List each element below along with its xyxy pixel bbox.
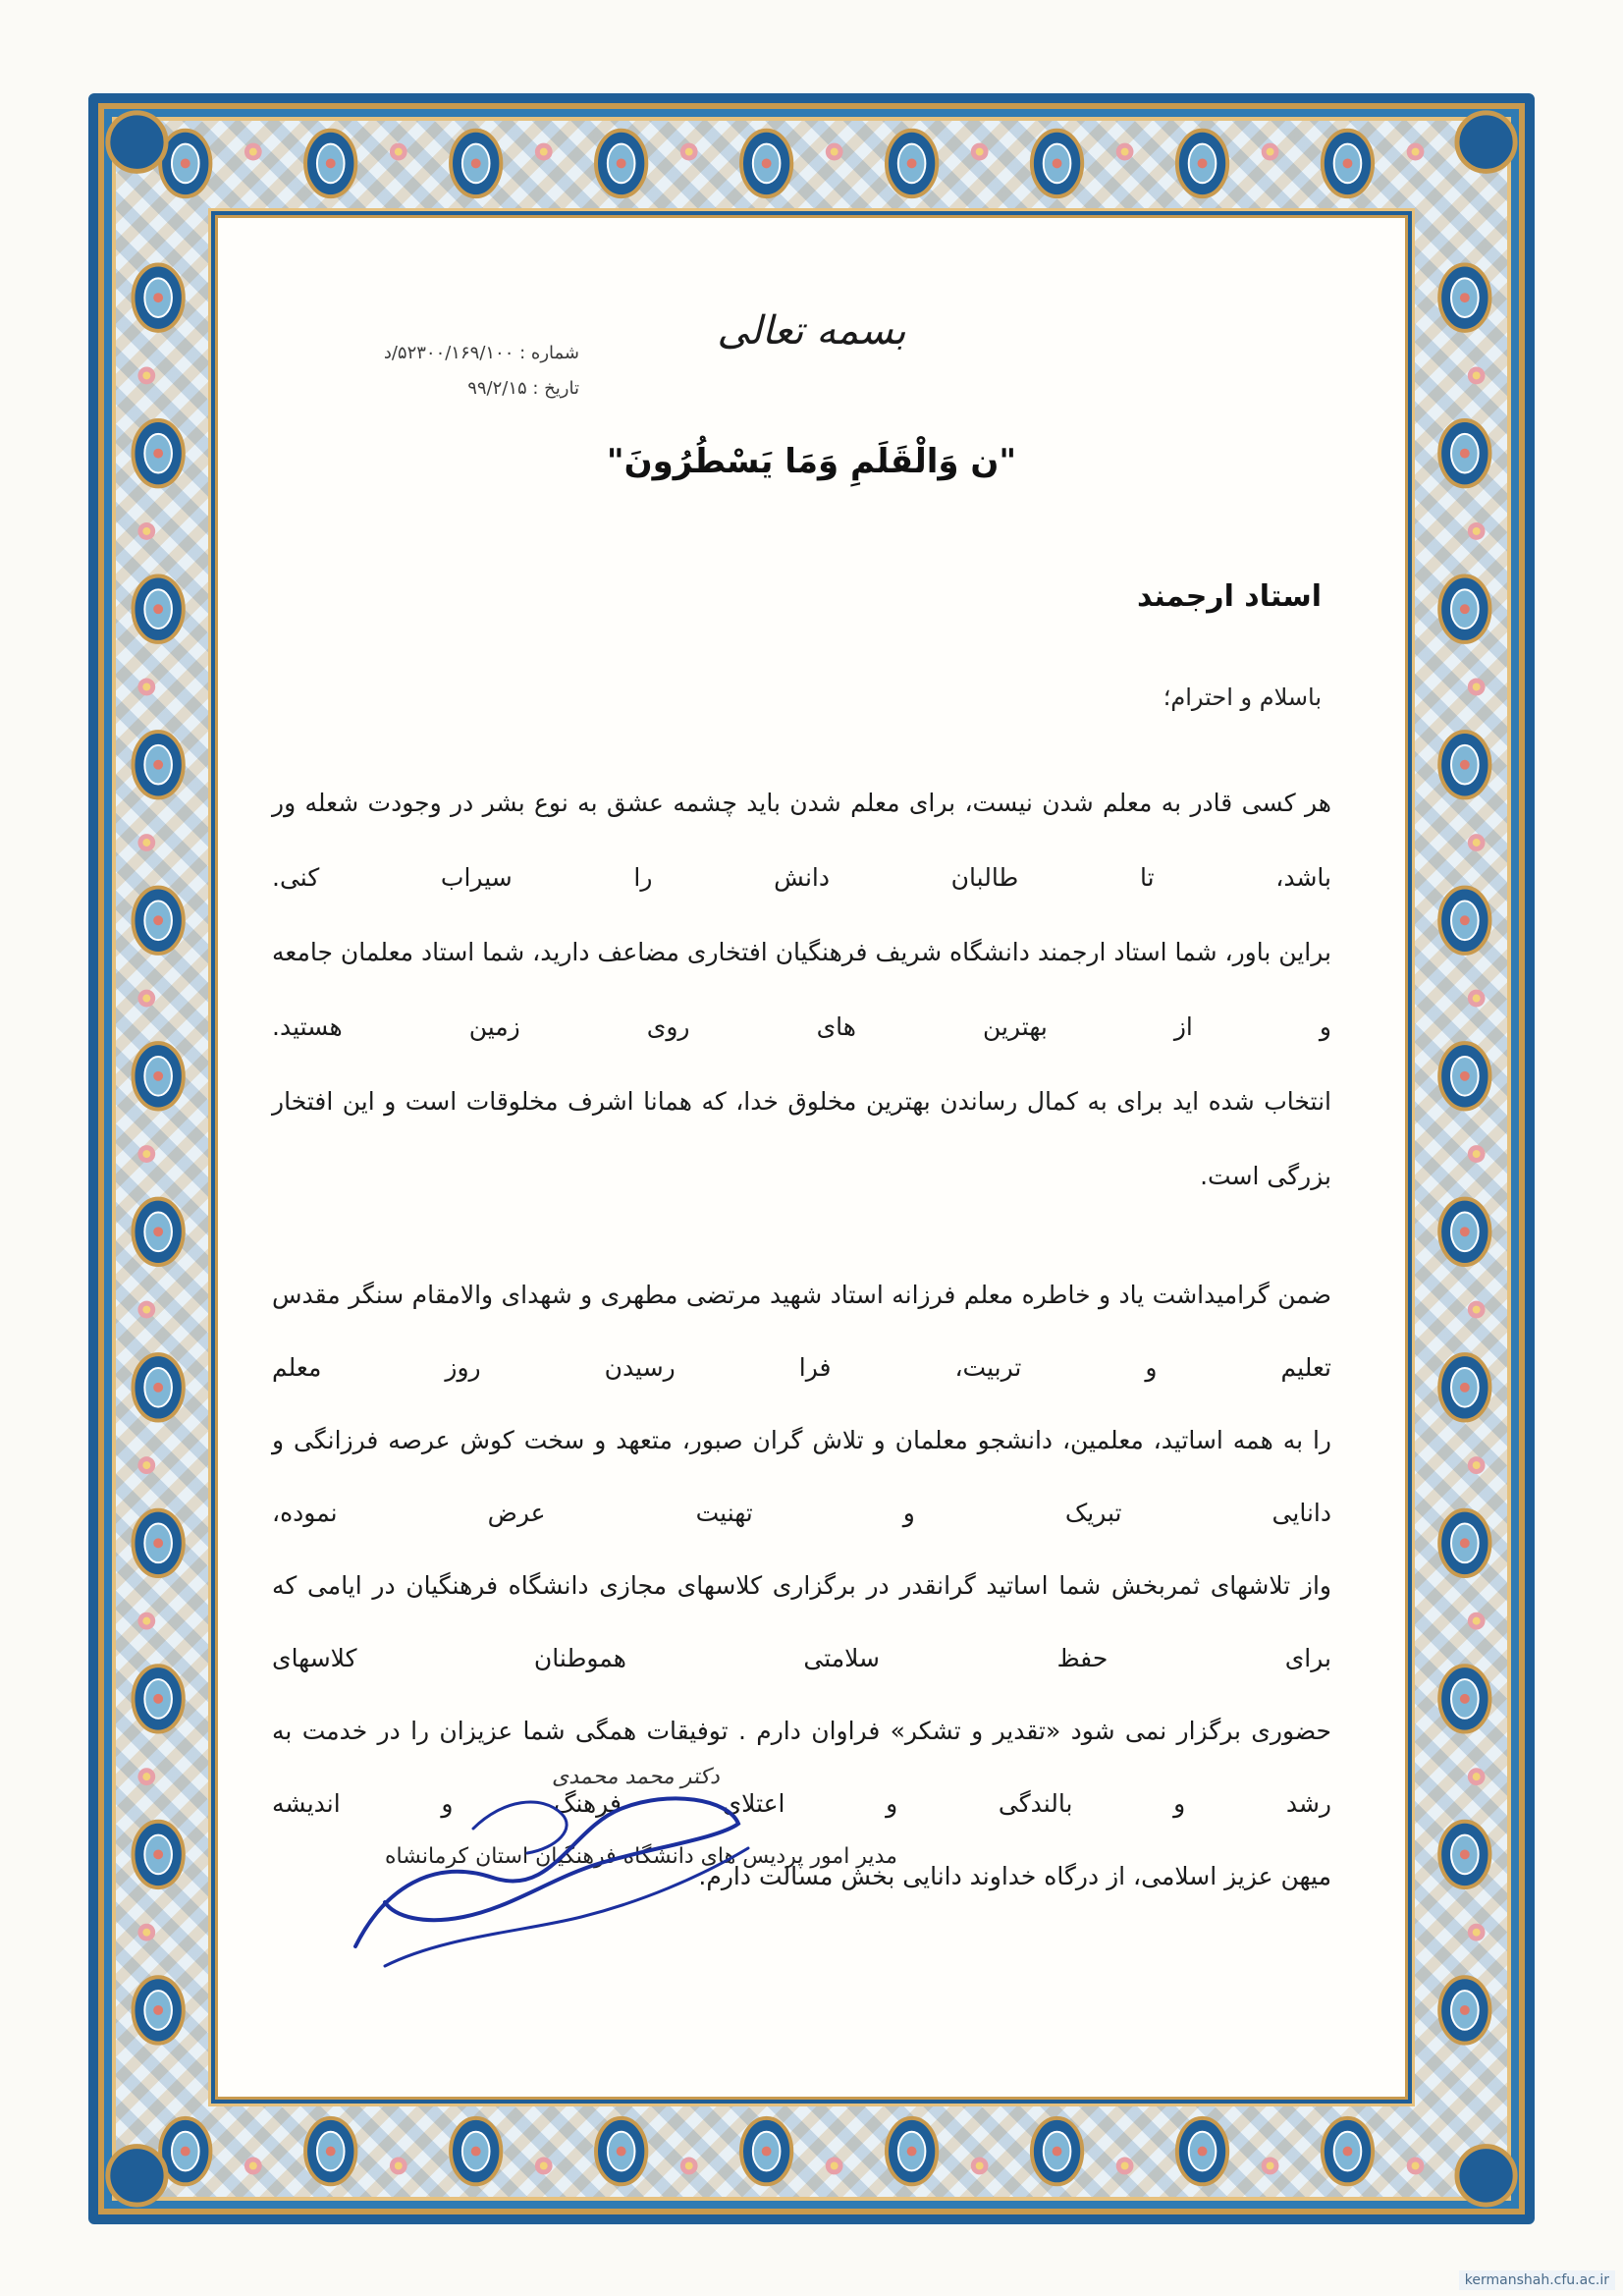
top-ornament-row [160, 131, 1424, 196]
bismillah-heading: بسمه تعالی [717, 308, 906, 354]
site-watermark: kermanshah.cfu.ac.ir [1459, 2270, 1615, 2290]
quran-verse: "ن وَالْقَلَمِ وَمَا یَسْطُرُونَ" [606, 442, 1017, 481]
letter-date: تاریخ : ۹۹/۲/۱۵ [467, 378, 579, 399]
signer-title: مدیر امور پردیس های دانشگاه فرهنگیان استان کرمانشاه [385, 1844, 897, 1869]
letter-paper [218, 218, 1405, 2097]
body-line: را به همه اساتید، معلمین، دانشجو معلمان و تلاش گران صبور، متعهد و سخت کوش عرصه فرزانگی و دانایی تبریک و تهنیت عرض نموده، [272, 1426, 1331, 1527]
salutation: استاد ارجمند [1137, 579, 1322, 614]
body-line: هر کسی قادر به معلم شدن نیست، برای معلم شدن باید چشمه عشق به نوع بشر در وجودت شعله ور باشد، تا طالبان دانش را سیراب کنی. [272, 789, 1331, 892]
signer-name: دکتر محمد محمدی [552, 1765, 720, 1789]
letter-meta [218, 336, 579, 407]
paragraph-1 [272, 766, 1331, 1214]
body-line: واز تلاشهای ثمربخش شما اساتید گرانقدر در برگزاری کلاسهای مجازی دانشگاه فرهنگیان در ایامی که برای حفظ سلامتی هموطنان کلاسهای [272, 1571, 1331, 1672]
body-line: انتخاب شده اید برای به کمال رساندن بهترین مخلوق خدا، که همانا اشرف مخلوقات است و این افتخار بزرگی است. [272, 1087, 1331, 1190]
bottom-ornament-row [160, 2118, 1424, 2184]
handwritten-signature [326, 1770, 758, 1986]
greeting: باسلام و احترام؛ [1163, 683, 1322, 711]
body-line: حضوری برگزار نمی شود «تقدیر و تشکر» فراوان دارم . توفیقات همگی شما عزیزان را در خدمت به رشد و بالندگی و اعتلای فرهنگ و اندیشه [272, 1717, 1331, 1818]
letter-number: شماره : ۵۲۳۰۰/۱۶۹/۱۰۰/د [383, 343, 579, 363]
left-ornament-column [134, 264, 184, 2043]
letter-body [272, 766, 1331, 1913]
body-line: میهن عزیز اسلامی، از درگاه خداوند دانایی بخش مسالت دارم. [698, 1862, 1331, 1890]
body-line: براین باور، شما استاد ارجمند دانشگاه شریف فرهنگیان افتخاری مضاعف دارید، شما استاد معلمان جامعه و از بهترین های روی زمین هستید. [272, 938, 1331, 1041]
right-ornament-column [1439, 264, 1489, 2043]
body-line: ضمن گرامیداشت یاد و خاطره معلم فرزانه استاد شهید مرتضی مطهری و شهدای والامقام سنگر مقدس تعلیم و تربیت، فرا رسیدن روز معلم [272, 1281, 1331, 1382]
